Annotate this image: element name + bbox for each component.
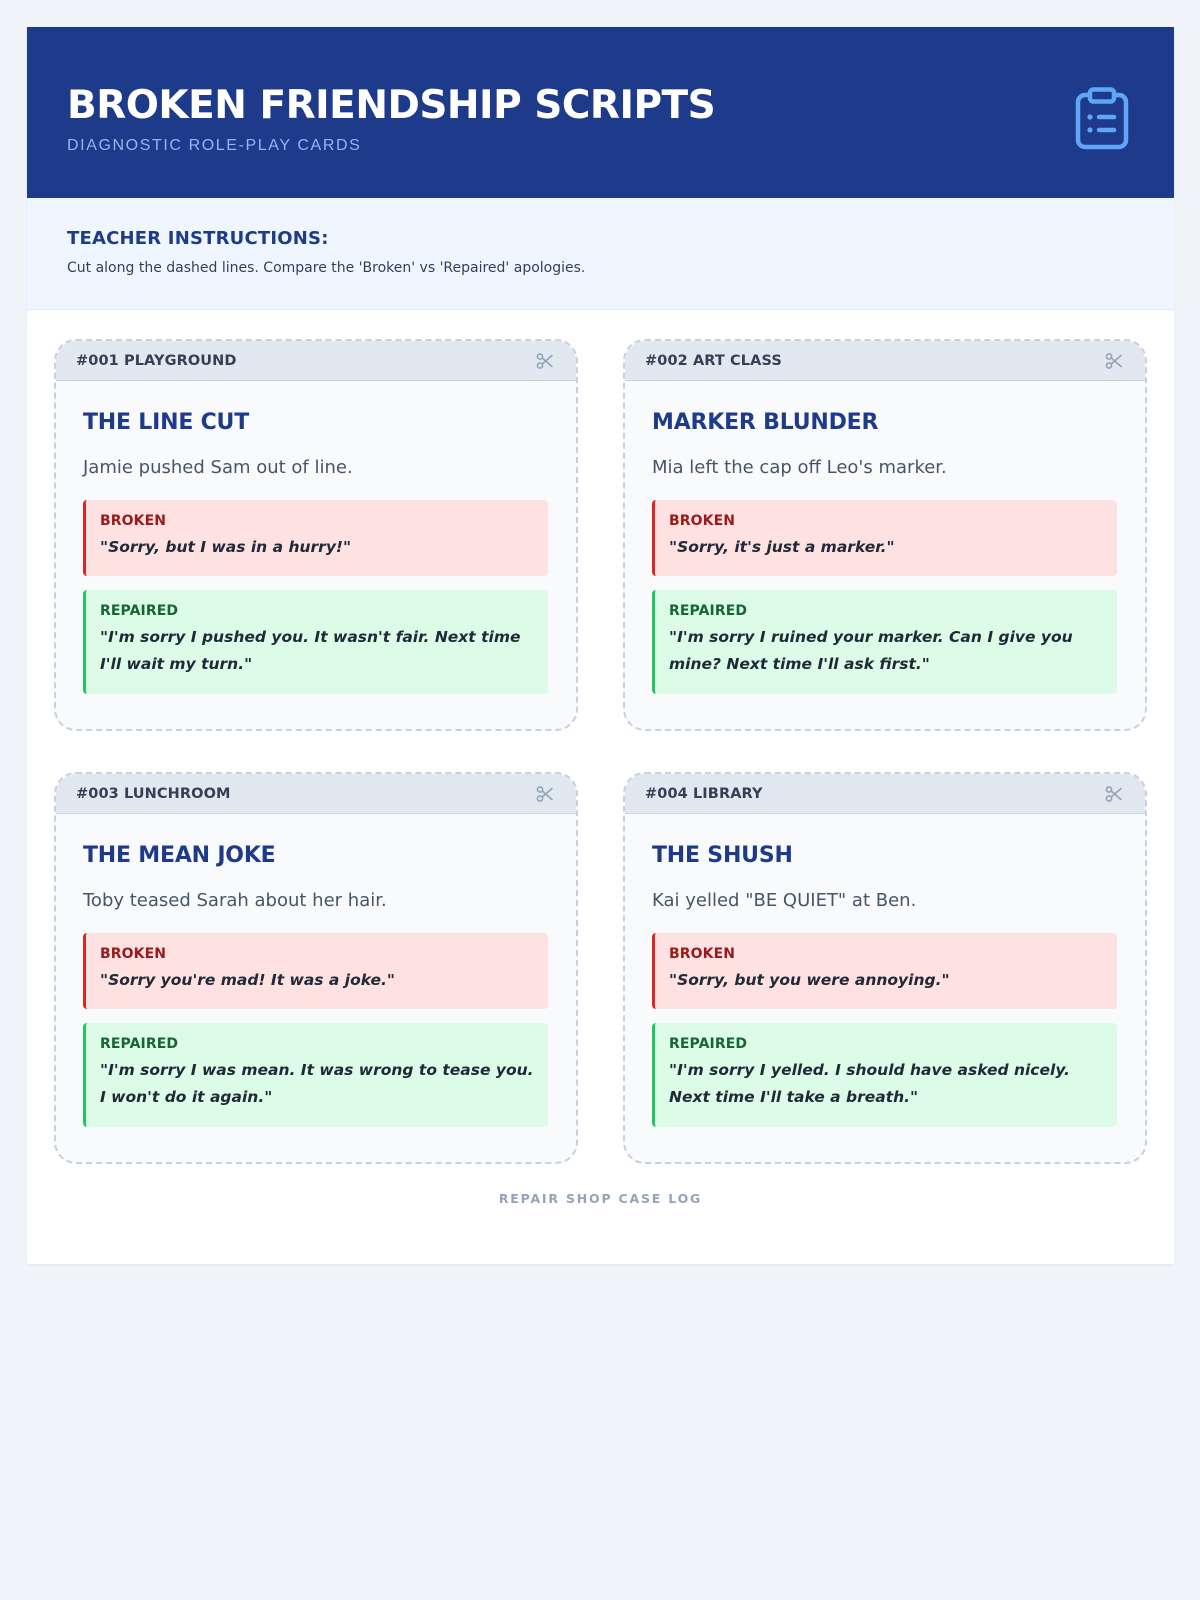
card-tag: #003 LUNCHROOM <box>76 785 231 802</box>
card-grid <box>54 339 1147 1164</box>
page-title: BROKEN FRIENDSHIP SCRIPTS <box>67 83 716 128</box>
card-title: THE SHUSH <box>652 843 793 868</box>
card-scenario: Mia left the cap off Leo's marker. <box>652 457 947 478</box>
role-play-card <box>54 772 578 1164</box>
scissors-icon <box>1105 352 1123 370</box>
role-play-card <box>54 339 578 731</box>
broken-quote: "Sorry, it's just a marker." <box>669 538 895 556</box>
page-header <box>27 27 1174 198</box>
scissors-icon <box>1105 785 1123 803</box>
repaired-quote: "I'm sorry I pushed you. It wasn't fair. Next time I'll wait my turn." <box>100 628 521 673</box>
repaired-label: REPAIRED <box>100 603 179 619</box>
broken-apology <box>652 500 1117 576</box>
card-title: THE LINE CUT <box>83 410 250 435</box>
repaired-label: REPAIRED <box>669 1036 748 1052</box>
broken-apology <box>83 500 548 576</box>
repaired-quote: "I'm sorry I was mean. It was wrong to tease you. I won't do it again." <box>100 1061 534 1106</box>
broken-label: BROKEN <box>669 513 736 529</box>
instructions-title: TEACHER INSTRUCTIONS: <box>67 228 329 249</box>
scissors-icon <box>536 352 554 370</box>
card-body <box>625 381 1145 694</box>
card-tag: #002 ART CLASS <box>645 352 782 369</box>
card-header <box>625 774 1145 814</box>
broken-apology <box>652 933 1117 1009</box>
repaired-label: REPAIRED <box>100 1036 179 1052</box>
card-tag: #004 LIBRARY <box>645 785 763 802</box>
broken-label: BROKEN <box>100 513 167 529</box>
card-body <box>56 381 576 694</box>
card-header <box>56 774 576 814</box>
role-play-card <box>623 772 1147 1164</box>
broken-apology <box>83 933 548 1009</box>
clipboard-list-icon <box>1074 87 1130 151</box>
repaired-apology <box>83 590 548 694</box>
repaired-apology <box>652 590 1117 694</box>
teacher-instructions <box>27 198 1174 310</box>
instructions-text: Cut along the dashed lines. Compare the 'Broken' vs 'Repaired' apologies. <box>67 260 586 276</box>
page-subtitle: DIAGNOSTIC ROLE-PLAY CARDS <box>67 137 362 154</box>
card-scenario: Kai yelled "BE QUIET" at Ben. <box>652 890 917 911</box>
role-play-card <box>623 339 1147 731</box>
broken-quote: "Sorry you're mad! It was a joke." <box>100 971 395 989</box>
broken-quote: "Sorry, but I was in a hurry!" <box>100 538 352 556</box>
card-title: THE MEAN JOKE <box>83 843 276 868</box>
worksheet <box>27 27 1174 1264</box>
repaired-apology <box>652 1023 1117 1127</box>
card-header <box>56 341 576 381</box>
broken-label: BROKEN <box>100 946 167 962</box>
broken-quote: "Sorry, but you were annoying." <box>669 971 950 989</box>
scissors-icon <box>536 785 554 803</box>
broken-label: BROKEN <box>669 946 736 962</box>
repaired-quote: "I'm sorry I yelled. I should have asked nicely. Next time I'll take a breath." <box>669 1061 1070 1106</box>
card-header <box>625 341 1145 381</box>
footer-text: REPAIR SHOP CASE LOG <box>498 1191 703 1206</box>
repaired-label: REPAIRED <box>669 603 748 619</box>
card-title: MARKER BLUNDER <box>652 410 879 435</box>
card-tag: #001 PLAYGROUND <box>76 352 237 369</box>
repaired-quote: "I'm sorry I ruined your marker. Can I give you mine? Next time I'll ask first." <box>669 628 1073 673</box>
card-scenario: Jamie pushed Sam out of line. <box>83 457 353 478</box>
card-body <box>625 814 1145 1127</box>
repaired-apology <box>83 1023 548 1127</box>
card-scenario: Toby teased Sarah about her hair. <box>83 890 387 911</box>
card-body <box>56 814 576 1127</box>
